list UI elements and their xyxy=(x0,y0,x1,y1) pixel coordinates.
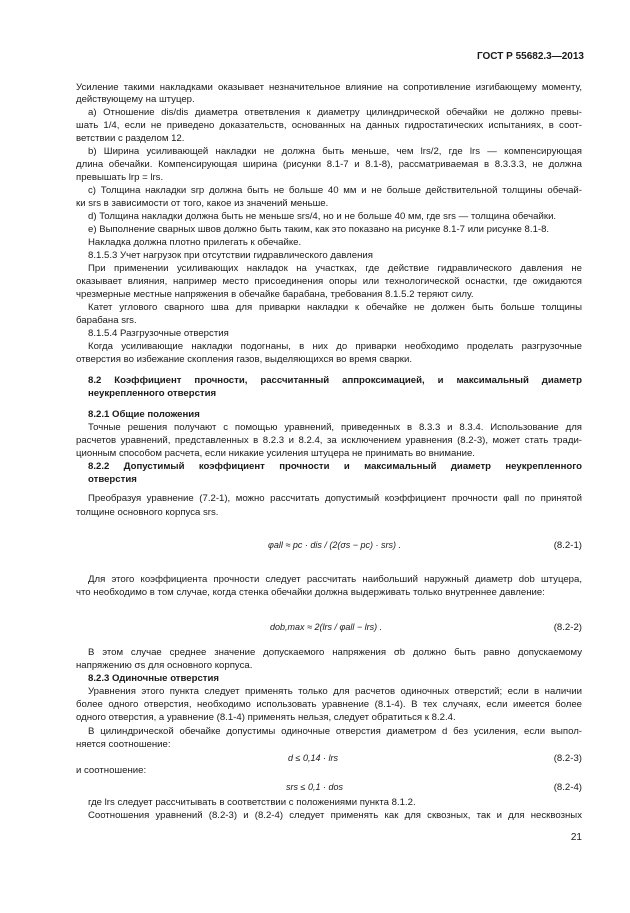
equation-formula: d ≤ 0,14 · lrs xyxy=(288,753,338,763)
text-line: e) Выполнение сварных швов должно быть таким, как это показано на рисунке 8.1-7 или рисунке 8.1-8. xyxy=(88,224,550,235)
text-line: ветствии с разделом 12. xyxy=(76,133,185,144)
text-line: отверстия xyxy=(88,474,137,485)
equation-formula: φall ≈ pc · dis / (2(σs − pc) · srs) . xyxy=(268,540,402,550)
text-line: Усиление такими накладками оказывает незначительное влияние на сопротивление изгибающему моменту, xyxy=(76,82,582,93)
text-line: барабана srs. xyxy=(76,315,137,326)
text-line: няется соотношение: xyxy=(76,739,171,750)
text-line: Точные решения получают с помощью уравнений, приведенных в 8.3.3 и 8.3.4. Использование для xyxy=(88,422,582,433)
text-line: более одного отверстия, необходимо использовать уравнение (8.1-4). В тех случаях, если имеется более xyxy=(76,699,582,710)
text-line: длина обечайки. Компенсирующая ширина (рисунки 8.1-7 и 8.1-8), рассматриваемая в 8.3.3.3, не должна xyxy=(76,159,582,170)
text-line: Когда усиливающие накладки подогнаны, в них до приварки необходимо проделать разгрузочные xyxy=(88,341,582,352)
text-line: c) Толщина накладки srp должна быть не больше 40 мм и не больше действительной толщины обечай- xyxy=(88,185,582,196)
text-line: ки srs в зависимости от того, какое из значений меньше. xyxy=(76,198,329,209)
equation-number: (8.2-3) xyxy=(553,753,582,764)
text-line: Уравнения этого пункта следует применять только для расчетов одиночных отверстий; если в наличии xyxy=(88,686,582,697)
text-line: Для этого коэффициента прочности следует рассчитать наибольший наружный диаметр dob штуцера, xyxy=(88,574,582,585)
text-line: а) Отношение dis/dis диаметра ответвления к диаметру цилиндрической обечайки не должно превы- xyxy=(88,107,582,118)
text-line: В этом случае среднее значение допускаемого напряжения σb должно быть равно допускаемому xyxy=(88,647,582,658)
equation-formula: dob,max ≈ 2(lrs / φall − lrs) . xyxy=(270,622,383,632)
text-line: 8.2.3 Одиночные отверстия xyxy=(88,673,220,684)
text-line: расчетов уравнений, представленных в 8.2.3 и 8.2.4, за исключением уравнения (8.2-3), может стать тради- xyxy=(76,435,582,446)
text-line: b) Ширина усиливающей накладки не должна быть меньше, чем lrs/2, где lrs — компенсирующая xyxy=(88,146,582,157)
text-line: превышать lrp = lrs. xyxy=(76,172,164,183)
text-line: Соотношения уравнений (8.2-3) и (8.2-4) следует применять как для сквозных, так и для несквозных xyxy=(88,810,582,821)
equation-number: (8.2-1) xyxy=(553,540,582,551)
text-line: толщине основного корпуса srs. xyxy=(76,507,219,518)
text-line: 8.2 Коэффициент прочности, рассчитанный аппроксимацией, и максимальный диаметр xyxy=(88,375,582,386)
document-code: ГОСТ Р 55682.3—2013 xyxy=(476,51,584,62)
text-line: напряжению σs для основного корпуса. xyxy=(76,660,253,671)
equation-number: (8.2-4) xyxy=(553,782,582,793)
text-line: ционным способом расчета, если никакие усиления штуцера не принимать во внимание. xyxy=(76,448,475,459)
text-line: одного отверстия, а уравнение (8.1-4) применять нельзя, следует обратиться к 8.2.4. xyxy=(76,712,456,723)
text-line: где lrs следует рассчитывать в соответствии с положениями пункта 8.1.2. xyxy=(88,797,416,808)
text-line: 8.1.5.3 Учет нагрузок при отсутствии гидравлического давления xyxy=(88,250,373,261)
text-line: чрезмерные местные напряжения в обечайке барабана, требования 8.1.5.2 теряют силу. xyxy=(76,289,474,300)
text-line: действующему на штуцер. xyxy=(76,94,195,105)
text-line: и соотношение: xyxy=(76,765,147,776)
text-line: шать 1/4, если не приведено доказательств, основанных на данных гидростатических испытаниях, в соот- xyxy=(76,120,582,131)
text-line: 8.1.5.4 Разгрузочные отверстия xyxy=(88,328,229,339)
text-line: оказывает влияния, например место присоединения опоры или технологической оснастки, где ожидаются xyxy=(76,276,582,287)
text-line: При применении усиливающих накладок на участках, где действие гидравлического давления не xyxy=(88,263,582,274)
text-line: 8.2.1 Общие положения xyxy=(88,409,200,420)
text-line: Преобразуя уравнение (7.2-1), можно рассчитать допустимый коэффициент прочности φall по принятой xyxy=(88,493,582,504)
text-line: Катет углового сварного шва для приварки накладки к обечайке не должен быть больше толщины xyxy=(88,302,582,313)
text-line: В цилиндрической обечайке допустимы одиночные отверстия диаметром d без усиления, если выпол- xyxy=(88,726,582,737)
text-line: 8.2.2 Допустимый коэффициент прочности и максимальный диаметр неукрепленного xyxy=(88,461,582,472)
text-line: неукрепленного отверстия xyxy=(88,388,217,399)
text-line: d) Толщина накладки должна быть не меньше srs/4, но и не больше 40 мм, где srs — толщина обечайки. xyxy=(88,211,557,222)
equation-number: (8.2-2) xyxy=(553,622,582,633)
equation-formula: srs ≤ 0,1 · dos xyxy=(286,782,343,792)
text-line: что необходимо в том случае, когда стенка обечайки должна выдерживать только внутреннее давление: xyxy=(76,587,545,598)
page-number: 21 xyxy=(570,832,582,843)
text-line: отверстия во избежание скопления газов, выделяющихся во время сварки. xyxy=(76,354,412,365)
text-line: Накладка должна плотно прилегать к обечайке. xyxy=(88,237,302,248)
